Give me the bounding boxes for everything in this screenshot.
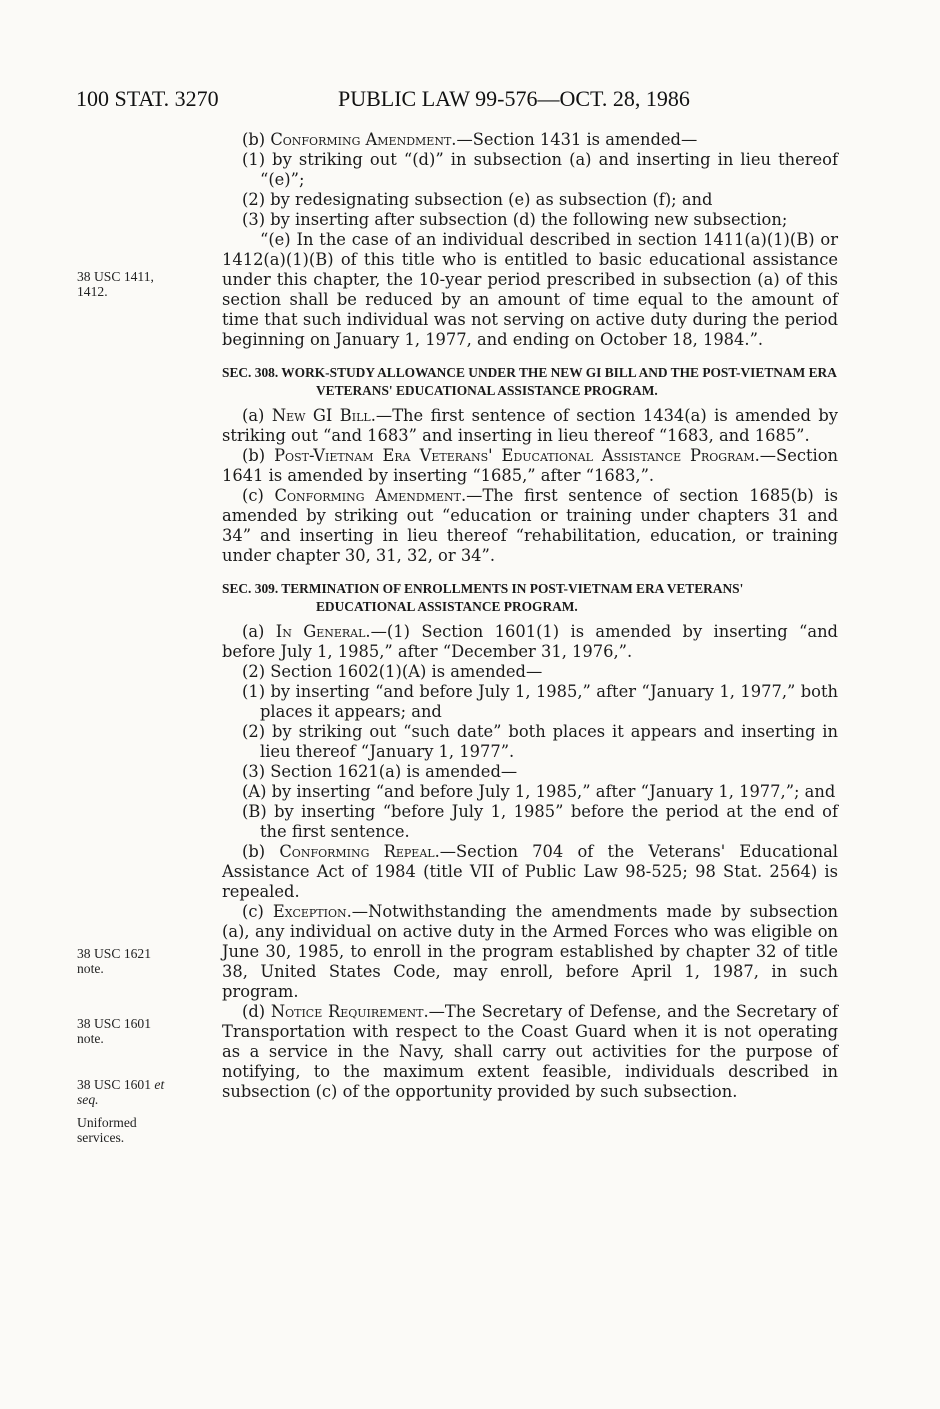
margin-note-usc-1601 (77, 1016, 195, 1046)
subsection-text: —Section 1641 is amended by inserting “1685,” after “1683,”. (222, 446, 838, 485)
margin-note-line (77, 1092, 195, 1107)
subsection-label: Post-Vietnam Era Veterans' Educational Assistance Program. (274, 446, 760, 465)
amendment-item: (2) by redesignating subsection (e) as subsection (f); and (242, 190, 713, 209)
section-309-heading: SEC. 309. TERMINATION OF ENROLLMENTS IN POST-VIETNAM ERA VETERANS' EDUCATIONAL ASSISTANCE PROGRAM. (222, 581, 744, 614)
sec308-subsection-a (222, 406, 838, 446)
margin-note-usc-1601-et-seq (77, 1077, 195, 1107)
subsection-prefix: (c) (242, 486, 275, 505)
sec309-paragraph-2: (2) Section 1602(1)(A) is amended— (242, 662, 543, 681)
subsection-b-conforming-amendment (222, 130, 838, 150)
subsection-text: —Section 1431 is amended— (456, 130, 698, 149)
margin-note-usc-1621 (77, 946, 195, 976)
page-header (76, 84, 756, 114)
amendment-item: (3) by inserting after subsection (d) the following new subsection; (242, 210, 788, 229)
law-title: PUBLIC LAW 99-576—OCT. 28, 1986 (338, 86, 690, 111)
sec308-subsection-c (222, 486, 838, 566)
margin-note-line: 38 USC 1601 (77, 1016, 152, 1031)
subsection-prefix: (a) (242, 406, 272, 425)
section-308-heading: SEC. 308. WORK-STUDY ALLOWANCE UNDER THE NEW GI BILL AND THE POST-VIETNAM ERA VETERANS' EDUCATIONAL ASSISTANCE PROGRAM. (222, 365, 837, 398)
amendment-item: (1) by striking out “(d)” in subsection (a) and inserting in lieu thereof “(e)”; (242, 150, 838, 189)
margin-note-line: Uniformed (77, 1115, 137, 1130)
amendment-item: (1) by inserting “and before July 1, 1985,” after “January 1, 1977,” both places it appears; and (242, 682, 838, 721)
stat-reference: 100 STAT. 3270 (76, 86, 219, 111)
subsection-prefix: (a) (242, 622, 276, 641)
amendment-item: (2) by striking out “such date” both places it appears and inserting in lieu thereof “January 1, 1977”. (242, 722, 838, 761)
subsection-text: —Notwithstanding the amendments made by subsection (a), any individual on active duty in the Armed Forces who was eligible on June 30, 1985, to enroll in the program established by chapter 32 of title 38, United States Code, may enroll, before April 1, 1987, in such program. (222, 902, 838, 1001)
margin-note-line (77, 1077, 195, 1092)
subsection-prefix: (c) (242, 902, 273, 921)
subsection-label: In General. (275, 622, 371, 641)
amendment-item: (A) by inserting “and before July 1, 1985,” after “January 1, 1977,”; and (242, 782, 836, 801)
subsection-prefix: (b) (242, 446, 275, 465)
margin-note-line: 38 USC 1621 (77, 946, 152, 961)
subsection-text: —The Secretary of Defense, and the Secretary of Transportation with respect to the Coast Guard when it is not operating as a service in the Navy, shall carry out activities for the purpose of notifying, to the maximum extent feasible, individuals described in subsection (c) of the opportunity provided by such subsection. (222, 1002, 838, 1101)
sec309-paragraph-3: (3) Section 1621(a) is amended— (242, 762, 518, 781)
subsection-label: Notice Requirement. (270, 1002, 429, 1021)
subsection-text: —The first sentence of section 1434(a) is amended by striking out “and 1683” and inserting in lieu thereof “1683, and 1685”. (222, 406, 838, 445)
subsection-label: New GI Bill. (271, 406, 376, 425)
inserted-subsection-quote: “(e) In the case of an individual described in section 1411(a)(1)(B) or 1412(a)(1)(B) of this title who is entitled to basic educational assistance under this chapter, the 10-year period prescribed in subsection (a) of this section shall be reduced by an amount of time equal to the amount of time that such individual was not serving on active duty during the period beginning on January 1, 1977, and ending on October 18, 1984.”. (222, 230, 838, 349)
sec309-subsection-a (222, 622, 838, 662)
subsection-label: Conforming Amendment. (274, 486, 467, 505)
subsection-prefix: (d) (242, 1002, 271, 1021)
subsection-text: —Section 704 of the Veterans' Educational Assistance Act of 1984 (title VII of Public Law 98-525; 98 Stat. 2564) is repealed. (222, 842, 839, 901)
margin-note-italic: seq. (77, 1092, 99, 1107)
sec308-subsection-b (222, 446, 838, 486)
margin-note-line: services. (77, 1130, 125, 1145)
margin-note-line: note. (77, 961, 104, 976)
subsection-prefix: (b) (242, 130, 271, 149)
subsection-label: Conforming Amendment. (270, 130, 457, 149)
margin-note-line: 38 USC 1411, (77, 269, 154, 284)
margin-note-usc-1411 (77, 269, 195, 299)
subsection-label: Conforming Repeal. (279, 842, 440, 861)
subsection-label: Exception. (272, 902, 352, 921)
subsection-text: —The first sentence of section 1685(b) is amended by striking out “education or training under chapters 31 and 34” and inserting in lieu thereof “rehabilitation, education, or training under chapter 30, 31, 32, or 34”. (222, 486, 838, 565)
sec309-subsection-d (222, 1002, 838, 1102)
subsection-prefix: (b) (242, 842, 280, 861)
margin-note-italic: et (154, 1077, 165, 1092)
margin-note-uniformed-services (77, 1115, 195, 1145)
margin-note-line: note. (77, 1031, 104, 1046)
margin-note-line: 1412. (77, 284, 108, 299)
margin-note-text: 38 USC 1601 (77, 1077, 155, 1092)
sec309-subsection-c (222, 902, 838, 1002)
sec309-subsection-b (222, 842, 838, 902)
statute-body (222, 130, 838, 1102)
amendment-item: (B) by inserting “before July 1, 1985” before the period at the end of the first sentence. (242, 802, 838, 841)
subsection-text: —(1) Section 1601(1) is amended by inserting “and before July 1, 1985,” after “December 31, 1976,”. (222, 622, 838, 661)
